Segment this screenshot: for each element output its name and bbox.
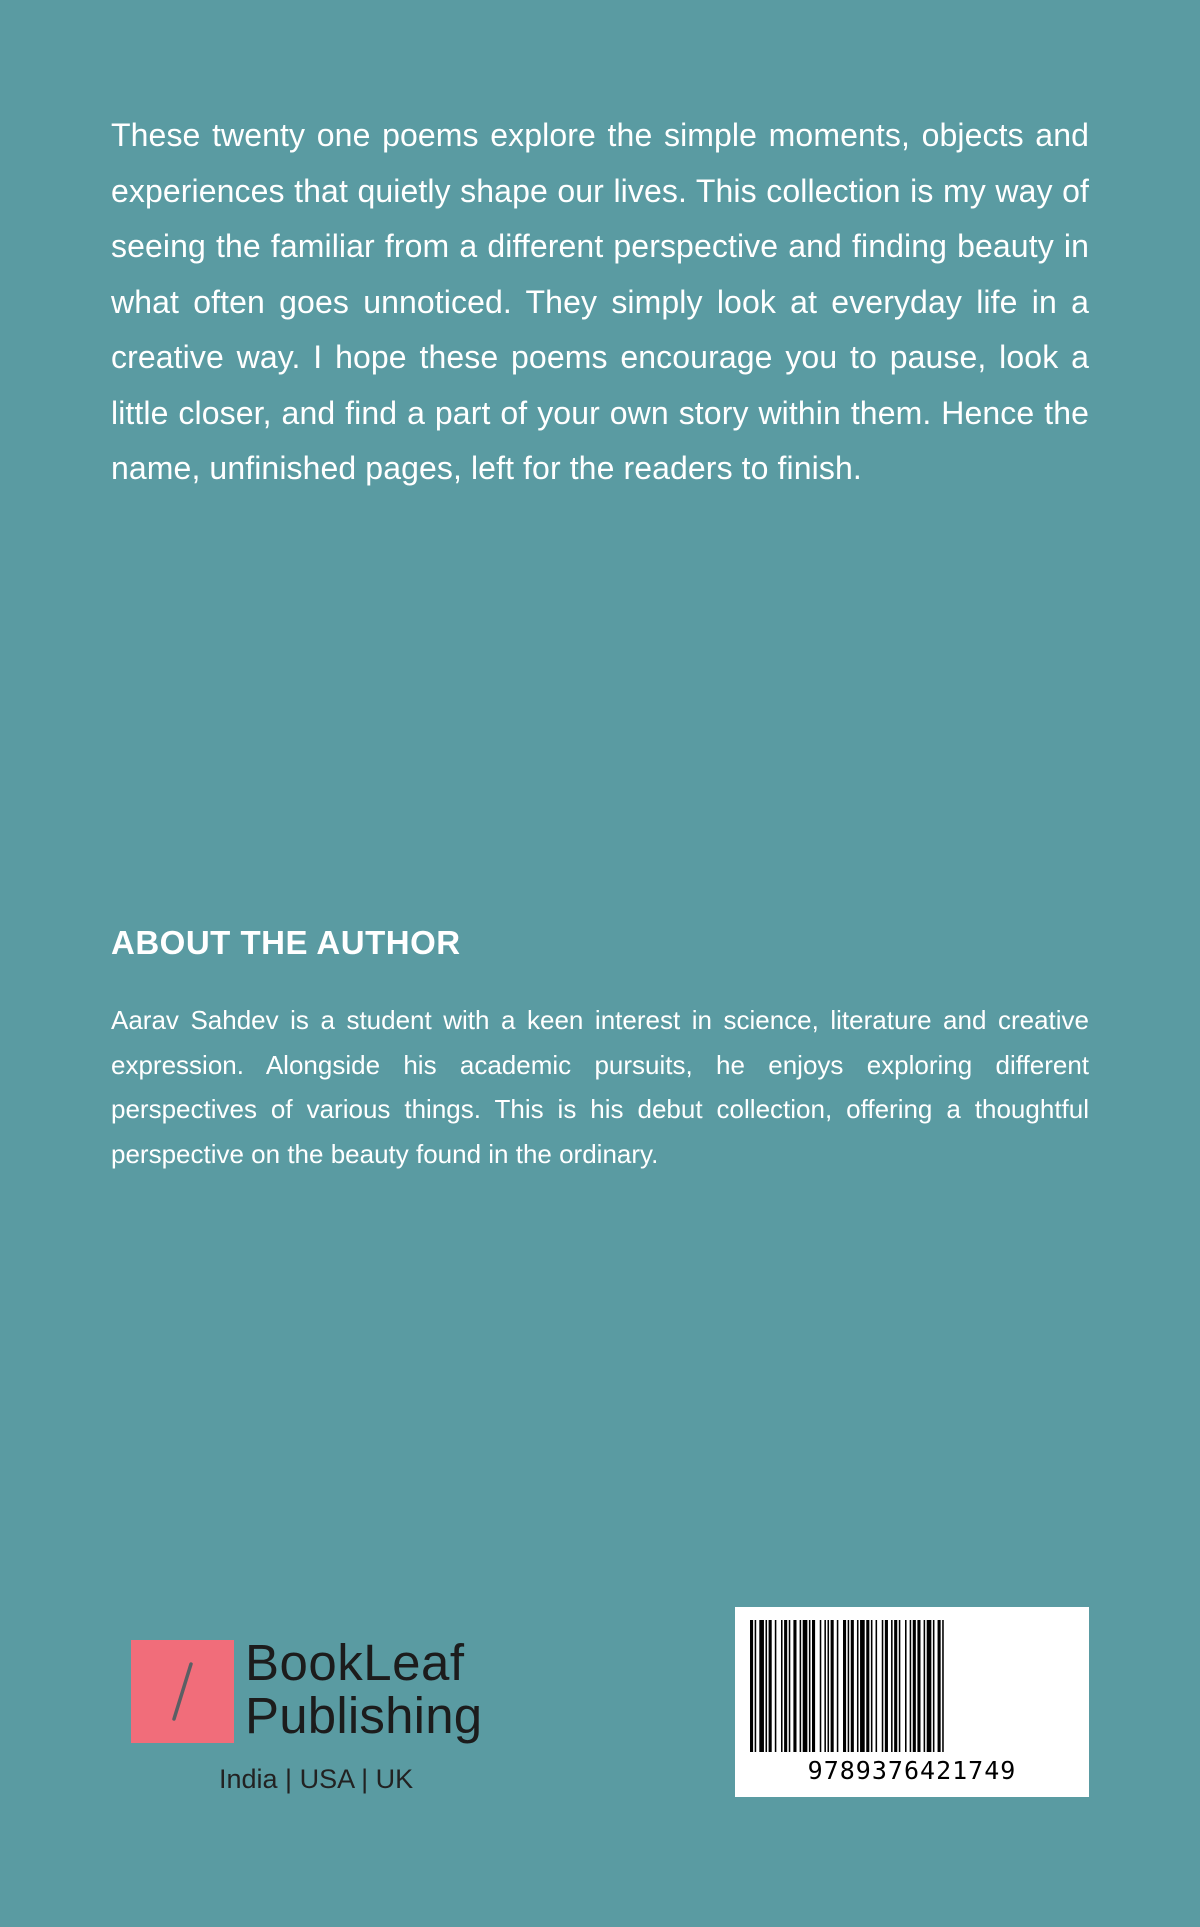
barcode-bar [857,1620,859,1752]
barcode-bar [891,1620,893,1752]
barcode-bars [748,1620,1076,1752]
publisher-logo [131,1636,531,1806]
barcode-bar [831,1620,834,1752]
about-author-heading: ABOUT THE AUTHOR [111,924,461,961]
barcode-bar [759,1620,764,1752]
barcode-bar [769,1620,772,1752]
barcode-bar [885,1620,888,1752]
barcode-bar [942,1620,944,1752]
book-blurb: These twenty one poems explore the simple moments, objects and experiences that quietly shape our lives. This collection is my way of seeing the familiar from a different perspective and finding beauty in what often goes unnoticed. They simply look at everyday life in a creative way. I hope these poems encourage you to pause, look a little closer, and find a part of your own story within them. Hence the name, unfinished pages, left for the readers to finish. [111,117,1089,486]
barcode-bar [750,1620,753,1752]
barcode-bar [809,1620,811,1752]
publisher-name-line1: BookLeaf [245,1634,465,1691]
barcode-bar [851,1620,854,1752]
barcode-bar [910,1620,912,1752]
barcode-bar [803,1620,808,1752]
isbn-barcode [735,1607,1089,1797]
barcode-bar [927,1620,932,1752]
barcode-bar [894,1620,897,1752]
barcode-bar [866,1620,869,1752]
publisher-name-line2: Publishing [245,1687,483,1744]
barcode-bar [876,1620,878,1752]
isbn-number: 9789376421749 [807,1756,1017,1785]
barcode-bar [938,1620,941,1752]
barcode-bar [843,1620,846,1752]
barcode-bar [871,1620,873,1752]
barcode-bar [837,1620,839,1752]
barcode-bar [899,1620,901,1752]
barcode-bar [789,1620,791,1752]
barcode-bar [924,1620,926,1752]
barcode-bar [848,1620,850,1752]
slash-logo-icon [131,1640,234,1743]
barcode-bar [820,1620,822,1752]
barcode-bar [812,1620,815,1752]
barcode-bar [775,1620,777,1752]
barcode-bar [824,1620,826,1752]
barcode-bar [933,1620,935,1752]
barcode-bar [905,1620,907,1752]
barcode-bar [793,1620,796,1752]
barcode-bar [828,1620,830,1752]
publisher-locations: India | USA | UK [219,1764,414,1794]
barcode-bar [781,1620,783,1752]
barcode-bar [882,1620,884,1752]
barcode-bar [766,1620,768,1752]
barcode-bar [917,1620,920,1752]
barcode-bar [755,1620,757,1752]
barcode-bar [784,1620,787,1752]
barcode-bar [800,1620,802,1752]
barcode-bar [860,1620,865,1752]
about-author-text: Aarav Sahdev is a student with a keen interest in science, literature and creative expression. Alongside his academic pursuits, he enjoys exploring different perspectives of various things. This is his debut collection, offering a thoughtful perspective on the beauty found in the ordinary. [111,1005,1089,1169]
barcode-bar [913,1620,916,1752]
